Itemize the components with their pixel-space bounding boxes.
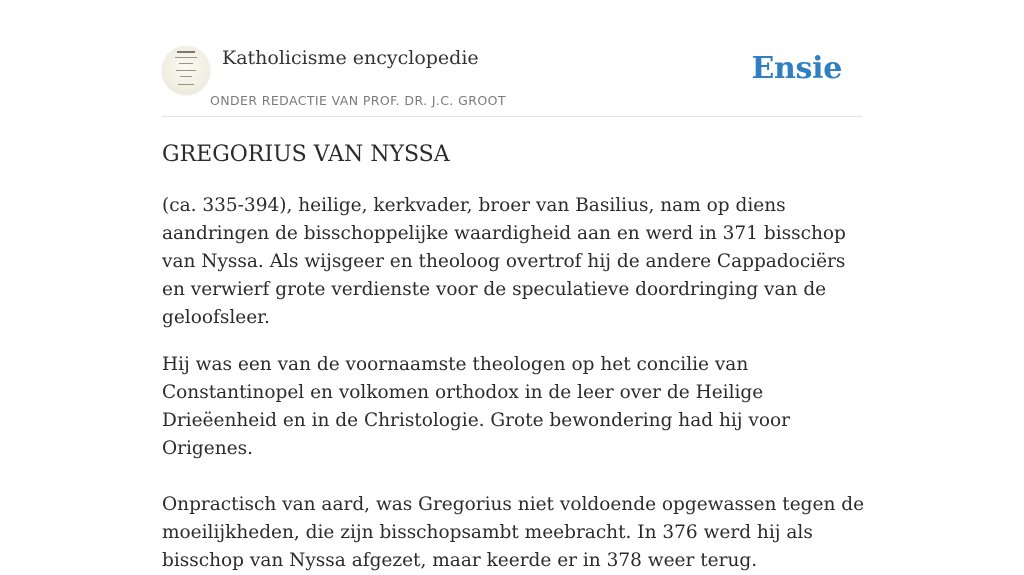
page bbox=[162, 0, 865, 571]
cover-title-line bbox=[177, 51, 195, 53]
site-header bbox=[162, 0, 862, 117]
editor-credit: ONDER REDACTIE VAN PROF. DR. J.C. GROOT bbox=[210, 93, 506, 108]
cover-text-line bbox=[178, 84, 194, 85]
cover-text-line bbox=[179, 63, 193, 64]
article-body bbox=[162, 192, 868, 575]
cover-text-line bbox=[180, 76, 192, 77]
cover-text-line bbox=[176, 70, 196, 71]
cover-text-line bbox=[175, 57, 197, 58]
article-title: GREGORIUS VAN NYSSA bbox=[162, 142, 450, 167]
article-paragraph: Onpractisch van aard, was Gregorius niet voldoende opgewassen tegen de moeilijkheden, die zijn bisschopsambt meebracht. In 376 werd hij als bisschop van Nyssa afgezet, maar keerde er in 378 weer terug. bbox=[162, 494, 865, 571]
article-paragraph: (ca. 335-394), heilige, kerkvader, broer van Basilius, nam op diens aandringen de bisschoppelijke waardigheid aan en werd in 371 bisschop van Nyssa. Als wijsgeer en theoloog overtrof hij de andere Cappadociërs en verwierf grote verdienste voor de speculatieve doordringing van de geloofsleer. bbox=[162, 195, 846, 328]
ensie-logo-link[interactable]: Ensie bbox=[751, 51, 842, 86]
encyclopedia-title-link[interactable]: Katholicisme encyclopedie bbox=[222, 47, 479, 69]
encyclopedia-cover-image[interactable] bbox=[162, 46, 210, 94]
article-paragraph: Hij was een van de voornaamste theologen op het concilie van Constantinopel en volkomen orthodox in de leer over de Heilige Drieëenheid en in de Christologie. Grote bewondering had hij voor Origenes. bbox=[162, 354, 790, 459]
